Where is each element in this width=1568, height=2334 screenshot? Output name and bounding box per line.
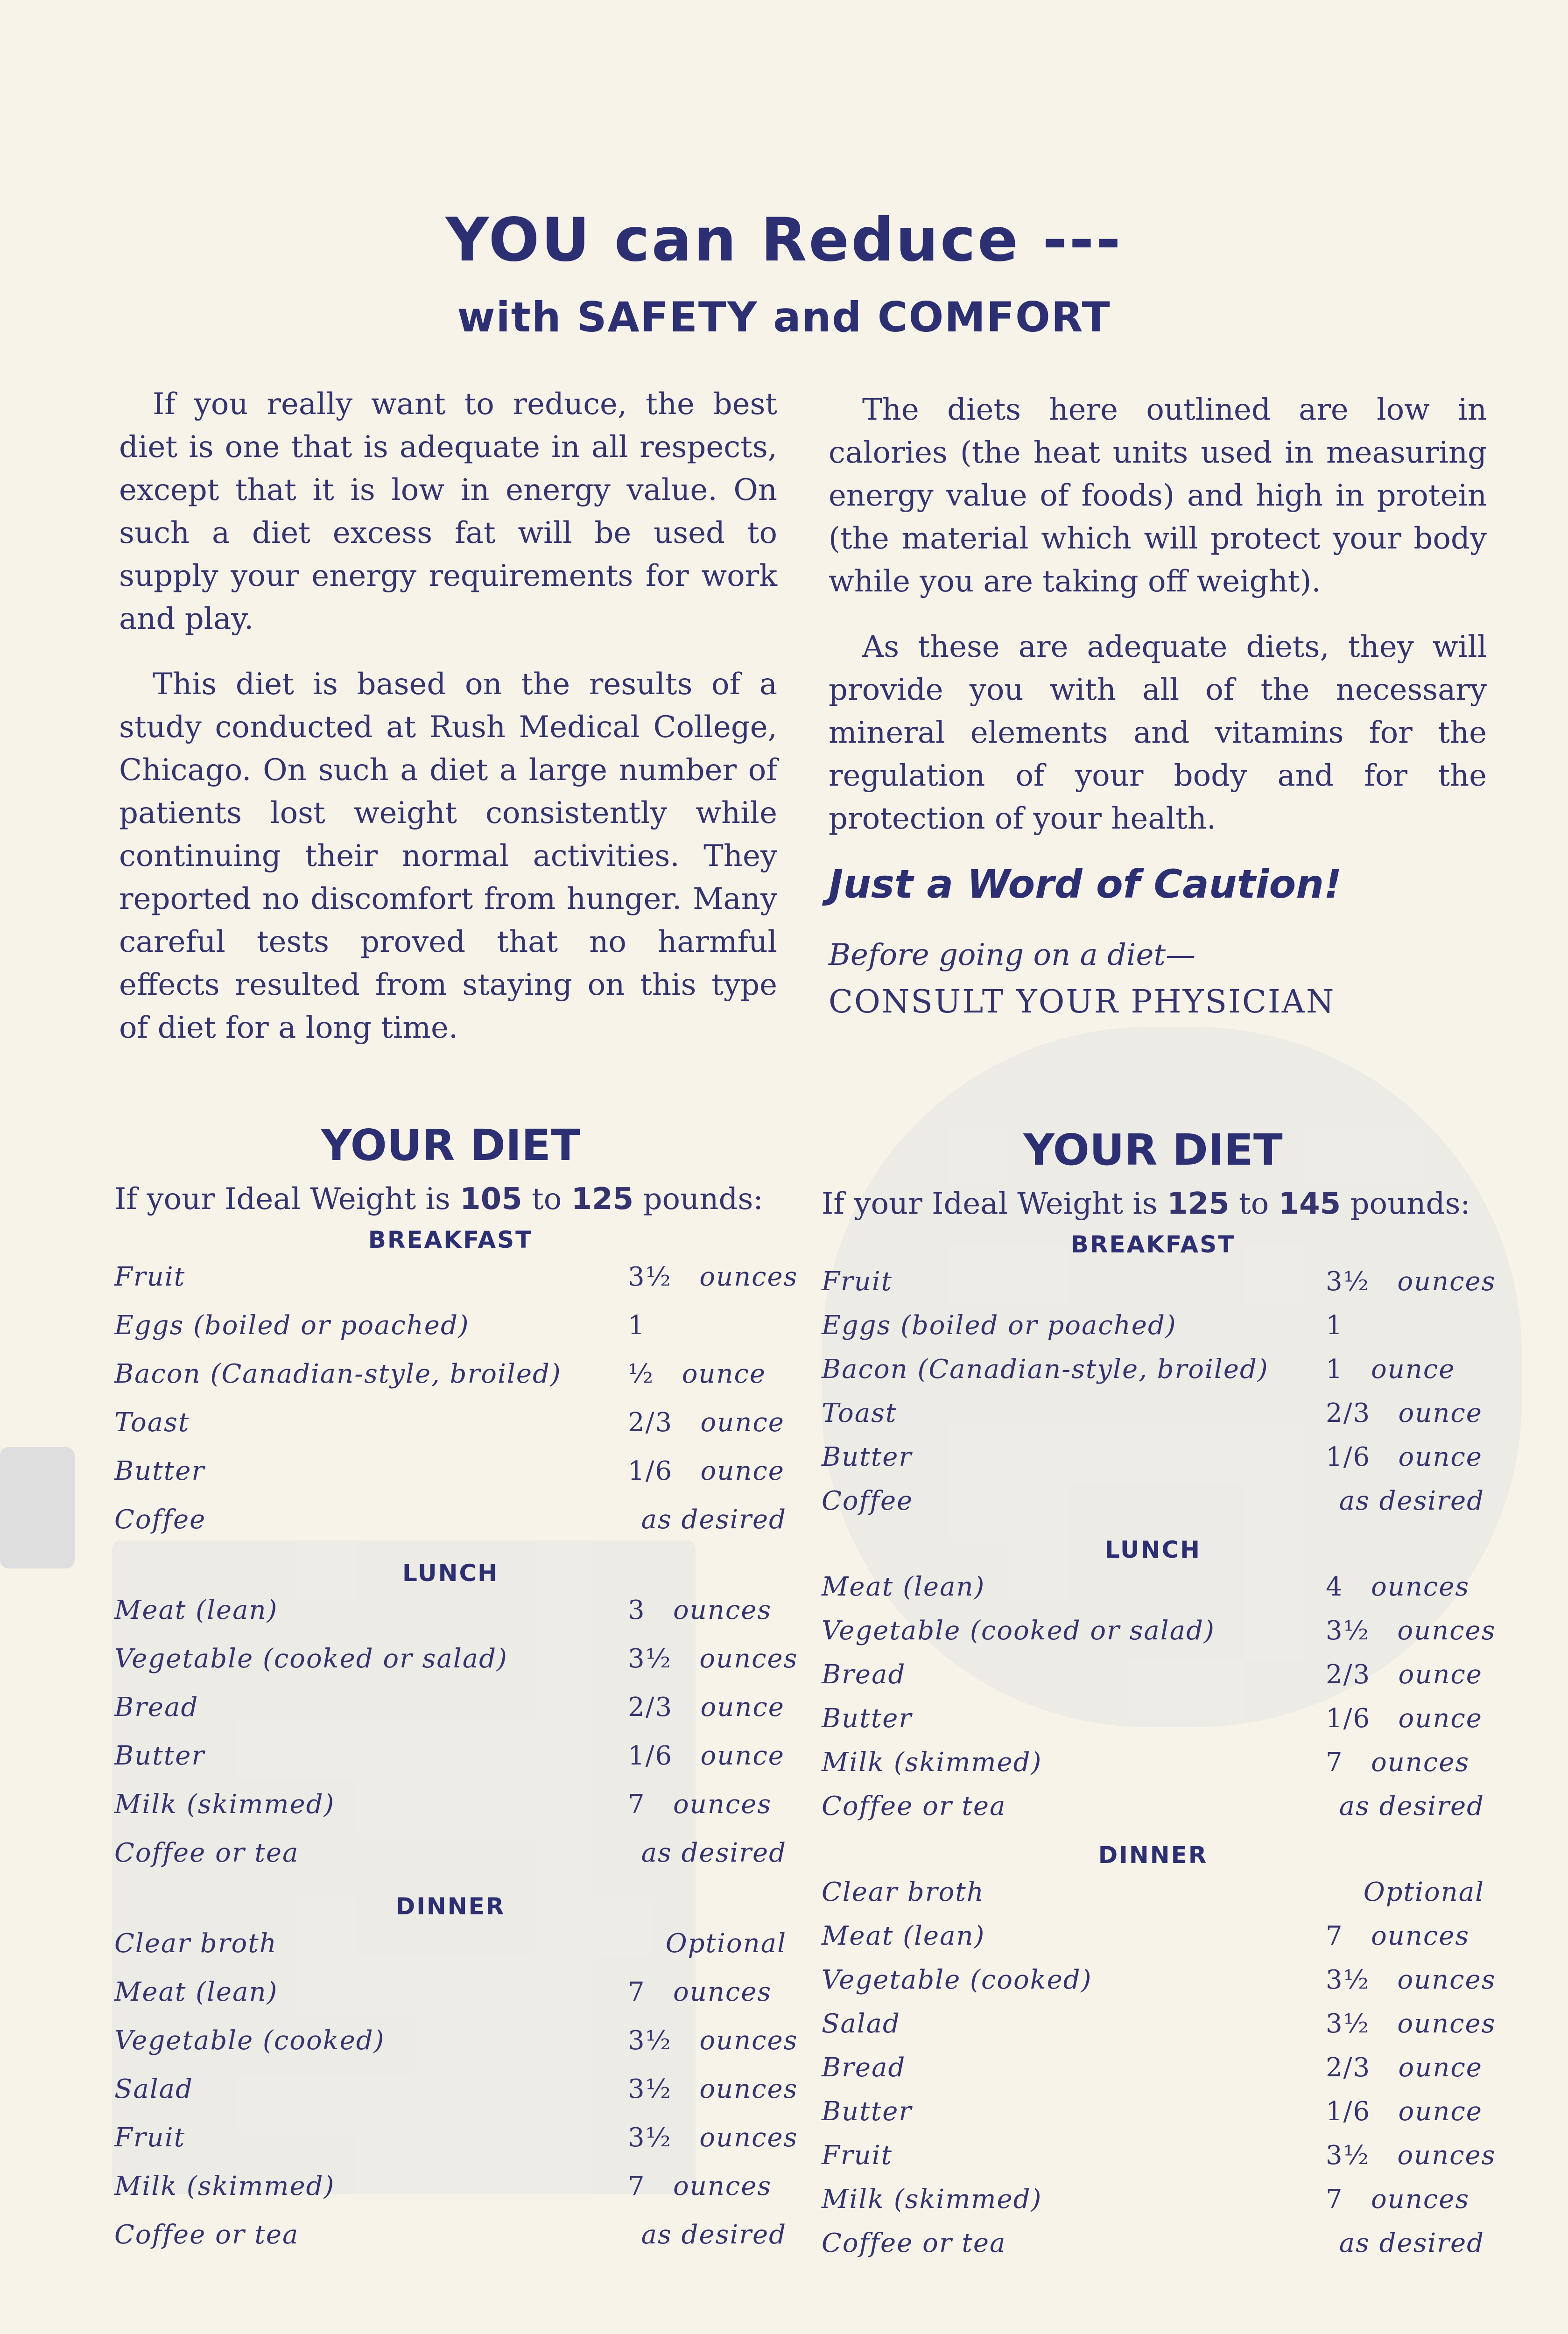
food-amount xyxy=(628,2123,798,2153)
food-amount xyxy=(1326,1354,1484,1385)
food-amount xyxy=(1326,1703,1484,1734)
weight-to: 145 xyxy=(1278,1187,1341,1221)
meal-heading-lunch: LUNCH xyxy=(402,1560,499,1587)
amount-unit: ounce xyxy=(1398,1398,1483,1428)
diet-heading: YOUR DIET xyxy=(1023,1125,1283,1175)
food-name: Meat (lean) xyxy=(114,1595,278,1625)
caution-before: Before going on a diet— xyxy=(829,938,1196,972)
amount-unit: Optional xyxy=(665,1928,787,1959)
food-name: Meat (lean) xyxy=(114,1977,278,2007)
food-name: Eggs (boiled or poached) xyxy=(822,1310,1177,1341)
amount-qty: 7 xyxy=(1326,1747,1343,1778)
meal-heading-lunch: LUNCH xyxy=(1104,1536,1202,1563)
amount-qty: 2/3 xyxy=(1326,1659,1371,1690)
amount-qty: 7 xyxy=(628,1977,646,2007)
food-name: Eggs (boiled or poached) xyxy=(114,1310,470,1341)
amount-unit: as desired xyxy=(641,1504,787,1535)
amount-unit: ounces xyxy=(1371,1921,1470,1951)
food-name: Coffee or tea xyxy=(822,2228,1006,2258)
food-name: Butter xyxy=(822,1442,913,1472)
diet-row xyxy=(822,1354,1484,1398)
amount-unit: ounces xyxy=(699,1644,798,1674)
diet-row xyxy=(114,1595,787,1644)
food-name: Milk (skimmed) xyxy=(114,2171,335,2201)
diet-row xyxy=(114,1262,798,1310)
food-amount xyxy=(628,2074,798,2104)
amount-qty: 1 xyxy=(628,1310,646,1341)
diet-row xyxy=(822,1572,1484,1616)
food-amount xyxy=(1326,1572,1484,1602)
intro-paragraph: This diet is based on the results of a study conducted at Rush Medical College, Chicago. On such a diet a large number of patients lost weight consistently while continuing their normal activities. They reported no discomfort from hunger. Many careful tests proved that no harmful effects resulted from staying on this type of diet for a long time. xyxy=(119,667,777,1045)
food-name: Butter xyxy=(114,1456,205,1486)
weight-to-word: to xyxy=(1239,1187,1269,1221)
food-name: Vegetable (cooked) xyxy=(822,1965,1092,1995)
food-amount xyxy=(1326,1659,1484,1690)
weight-prefix: If your Ideal Weight is xyxy=(822,1187,1158,1221)
food-name: Fruit xyxy=(114,2123,186,2153)
food-name: Salad xyxy=(114,2074,193,2104)
food-amount xyxy=(1326,1791,1484,1821)
food-amount xyxy=(628,1595,787,1625)
food-name: Milk (skimmed) xyxy=(822,2184,1042,2214)
food-name: Butter xyxy=(114,1741,205,1771)
show-through-block xyxy=(0,1447,75,1568)
amount-qty: 3½ xyxy=(1326,2140,1370,2171)
amount-unit: ounces xyxy=(699,2123,798,2153)
amount-unit: ounce xyxy=(682,1359,766,1389)
amount-qty: 3½ xyxy=(628,1644,672,1674)
food-name: Fruit xyxy=(822,1266,893,1297)
diet-row xyxy=(822,2009,1496,2053)
food-name: Coffee or tea xyxy=(114,1838,299,1868)
diet-row xyxy=(114,1310,787,1359)
amount-unit: ounce xyxy=(700,1407,785,1438)
amount-unit: ounces xyxy=(1397,2009,1496,2039)
diet-row xyxy=(114,1692,787,1741)
food-name: Milk (skimmed) xyxy=(114,1789,335,1820)
amount-qty: 1/6 xyxy=(1326,2096,1371,2127)
diet-row xyxy=(822,2053,1484,2096)
food-name: Coffee xyxy=(822,1486,914,1516)
diet-row xyxy=(822,1486,1484,1530)
amount-unit: ounce xyxy=(1398,1659,1483,1690)
diet-row xyxy=(114,2220,787,2268)
diet-row xyxy=(822,1877,1484,1921)
amount-qty: 3½ xyxy=(1326,2009,1370,2039)
food-amount xyxy=(1326,1616,1496,1646)
intro-right-column xyxy=(829,388,1487,1028)
amount-unit: ounces xyxy=(673,1977,772,2007)
food-name: Coffee or tea xyxy=(114,2220,299,2250)
amount-qty: 1/6 xyxy=(1326,1703,1371,1734)
diet-row xyxy=(822,2140,1496,2184)
diet-row xyxy=(822,2228,1484,2272)
intro-paragraph: If you really want to reduce, the best diet is one that is adequate in all respects, except that it is low in energy value. On such a diet excess fat will be used to supply your energy requirements for work and play. xyxy=(119,387,777,636)
food-name: Bread xyxy=(114,1692,199,1722)
amount-unit: ounce xyxy=(700,1456,785,1486)
food-name: Fruit xyxy=(822,2140,893,2171)
diet-row xyxy=(822,1442,1484,1486)
food-name: Meat (lean) xyxy=(822,1572,985,1602)
diet-row xyxy=(114,1977,787,2025)
dinner-list xyxy=(822,1877,1496,2272)
amount-qty: 2/3 xyxy=(628,1692,673,1722)
amount-unit: ounces xyxy=(1371,1572,1470,1602)
weight-to: 125 xyxy=(571,1182,634,1216)
amount-unit: ounces xyxy=(1371,2184,1470,2214)
food-amount xyxy=(1326,1442,1484,1472)
amount-unit: as desired xyxy=(1339,1486,1484,1516)
amount-unit: ounces xyxy=(673,2171,772,2201)
food-amount xyxy=(628,1407,787,1438)
weight-prefix: If your Ideal Weight is xyxy=(114,1182,450,1216)
amount-qty: 1/6 xyxy=(628,1456,673,1486)
food-amount xyxy=(1326,2184,1484,2214)
amount-unit: ounces xyxy=(1397,1266,1496,1297)
amount-qty: 3½ xyxy=(1326,1965,1370,1995)
food-name: Toast xyxy=(114,1407,190,1438)
food-name: Salad xyxy=(822,2009,900,2039)
amount-qty: ½ xyxy=(628,1359,654,1389)
food-amount xyxy=(1326,1747,1484,1778)
diet-row xyxy=(822,1398,1484,1442)
diet-row xyxy=(822,1791,1484,1835)
amount-qty: 3½ xyxy=(628,2123,672,2153)
food-name: Vegetable (cooked) xyxy=(114,2025,385,2056)
food-amount xyxy=(628,1741,787,1771)
weight-to-word: to xyxy=(532,1182,562,1216)
food-amount xyxy=(628,2025,798,2056)
diet-row xyxy=(822,1703,1484,1747)
food-amount xyxy=(628,1262,798,1292)
food-amount xyxy=(1326,2096,1484,2127)
food-name: Clear broth xyxy=(822,1877,984,1907)
diet-row xyxy=(822,1616,1496,1659)
food-amount xyxy=(628,2171,787,2201)
amount-unit: ounce xyxy=(700,1692,785,1722)
caution-consult: CONSULT YOUR PHYSICIAN xyxy=(829,984,1336,1020)
diet-row xyxy=(114,1456,787,1504)
diet-row xyxy=(114,1359,787,1407)
intro-left-column xyxy=(119,383,777,1072)
diet-weight-range xyxy=(114,1179,787,1220)
food-amount xyxy=(1326,1310,1484,1341)
amount-qty: 2/3 xyxy=(1326,1398,1371,1428)
amount-unit: ounces xyxy=(673,1595,772,1625)
amount-qty: 3½ xyxy=(1326,1266,1370,1297)
food-name: Bacon (Canadian-style, broiled) xyxy=(114,1359,562,1389)
food-name: Bread xyxy=(822,1659,906,1690)
diet-row xyxy=(822,2184,1484,2228)
amount-unit: ounce xyxy=(700,1741,785,1771)
diet-row xyxy=(114,1741,787,1789)
weight-from: 105 xyxy=(460,1182,522,1216)
food-amount xyxy=(628,1310,787,1341)
diet-row xyxy=(114,1504,787,1553)
food-name: Coffee or tea xyxy=(822,1791,1006,1821)
food-amount xyxy=(628,1838,787,1868)
food-name: Butter xyxy=(822,1703,913,1734)
food-name: Milk (skimmed) xyxy=(822,1747,1042,1778)
meal-heading-dinner: DINNER xyxy=(1098,1842,1208,1869)
food-name: Vegetable (cooked or salad) xyxy=(114,1644,508,1674)
amount-qty: 2/3 xyxy=(628,1407,673,1438)
food-amount xyxy=(628,1359,787,1389)
amount-unit: Optional xyxy=(1363,1877,1484,1907)
amount-unit: ounce xyxy=(1371,1354,1455,1385)
page-title: YOU can Reduce --- xyxy=(445,205,1123,275)
diet-row xyxy=(114,1644,798,1692)
food-amount xyxy=(1326,1266,1496,1297)
amount-qty: 1/6 xyxy=(628,1741,673,1771)
weight-from: 125 xyxy=(1167,1187,1230,1221)
meal-heading-breakfast: BREAKFAST xyxy=(1070,1231,1236,1258)
food-amount xyxy=(1326,1965,1496,1995)
food-amount xyxy=(1326,1921,1484,1951)
weight-suffix: pounds: xyxy=(643,1182,763,1216)
diet-row xyxy=(822,1921,1484,1965)
amount-qty: 7 xyxy=(1326,2184,1343,2214)
lunch-list xyxy=(114,1595,798,1886)
diet-row xyxy=(822,1310,1484,1354)
amount-unit: ounce xyxy=(1398,1442,1483,1472)
amount-unit: ounces xyxy=(1371,1747,1470,1778)
diet-row xyxy=(822,1659,1484,1703)
amount-unit: as desired xyxy=(1339,1791,1484,1821)
amount-unit: ounces xyxy=(1397,1616,1496,1646)
food-amount xyxy=(628,1789,787,1820)
amount-unit: ounces xyxy=(699,2025,798,2056)
diet-row xyxy=(822,1266,1496,1310)
amount-qty: 3½ xyxy=(1326,1616,1370,1646)
lunch-list xyxy=(822,1572,1496,1835)
amount-qty: 1/6 xyxy=(1326,1442,1371,1472)
amount-unit: ounce xyxy=(1398,2053,1483,2083)
amount-unit: ounces xyxy=(1397,1965,1496,1995)
weight-suffix: pounds: xyxy=(1350,1187,1470,1221)
food-amount xyxy=(1326,2009,1496,2039)
diet-row xyxy=(114,2123,798,2171)
amount-qty: 2/3 xyxy=(1326,2053,1371,2083)
breakfast-list xyxy=(114,1262,798,1553)
amount-qty: 7 xyxy=(628,2171,646,2201)
food-amount xyxy=(1326,2140,1496,2171)
food-name: Bacon (Canadian-style, broiled) xyxy=(822,1354,1269,1385)
food-name: Bread xyxy=(822,2053,906,2083)
dinner-list xyxy=(114,1928,798,2268)
diet-row xyxy=(114,1838,787,1886)
food-amount xyxy=(628,2220,787,2250)
amount-unit: ounces xyxy=(673,1789,772,1820)
amount-qty: 4 xyxy=(1326,1572,1343,1602)
amount-qty: 7 xyxy=(628,1789,646,1820)
intro-paragraph: The diets here outlined are low in calories (the heat units used in measuring energy value of foods) and high in protein (the material which will protect your body while you are taking off weight). xyxy=(829,393,1487,599)
diet-row xyxy=(114,2025,798,2074)
amount-unit: as desired xyxy=(641,1838,787,1868)
amount-qty: 3 xyxy=(628,1595,646,1625)
page-subtitle: with SAFETY and COMFORT xyxy=(457,293,1111,341)
food-name: Clear broth xyxy=(114,1928,277,1959)
diet-weight-range xyxy=(822,1183,1484,1224)
diet-right xyxy=(822,1125,1496,2272)
amount-qty: 3½ xyxy=(628,1262,672,1292)
amount-qty: 1 xyxy=(1326,1310,1343,1341)
amount-unit: ounce xyxy=(1398,1703,1483,1734)
amount-unit: ounces xyxy=(699,2074,798,2104)
breakfast-list xyxy=(822,1266,1496,1530)
amount-unit: ounces xyxy=(1397,2140,1496,2171)
diet-row xyxy=(822,1965,1496,2009)
food-name: Vegetable (cooked or salad) xyxy=(822,1616,1215,1646)
diet-heading: YOUR DIET xyxy=(321,1120,580,1170)
diet-row xyxy=(114,2171,787,2220)
food-amount xyxy=(628,1504,787,1535)
intro-paragraph: As these are adequate diets, they will provide you with all of the necessary mineral elements and vitamins for the regulation of your body and for the protection of your health. xyxy=(829,630,1487,836)
diet-row xyxy=(114,1407,787,1456)
amount-qty: 3½ xyxy=(628,2074,672,2104)
diet-row xyxy=(822,1747,1484,1791)
amount-qty: 3½ xyxy=(628,2025,672,2056)
amount-qty: 7 xyxy=(1326,1921,1343,1951)
amount-unit: as desired xyxy=(1339,2228,1484,2258)
food-amount xyxy=(1326,1877,1484,1907)
diet-left xyxy=(114,1120,798,2268)
diet-row xyxy=(822,2096,1484,2140)
amount-unit: ounce xyxy=(1398,2096,1483,2127)
food-amount xyxy=(1326,2053,1484,2083)
food-name: Meat (lean) xyxy=(822,1921,985,1951)
amount-unit: as desired xyxy=(641,2220,787,2250)
food-amount xyxy=(1326,2228,1484,2258)
food-amount xyxy=(1326,1398,1484,1428)
amount-unit: ounces xyxy=(699,1262,798,1292)
food-amount xyxy=(628,1456,787,1486)
meal-heading-breakfast: BREAKFAST xyxy=(368,1226,533,1253)
food-amount xyxy=(628,1692,787,1722)
food-name: Toast xyxy=(822,1398,897,1428)
diet-row xyxy=(114,1789,787,1838)
caution-heading: Just a Word of Caution! xyxy=(829,861,1342,907)
food-name: Butter xyxy=(822,2096,913,2127)
food-amount xyxy=(628,1977,787,2007)
diet-row xyxy=(114,1928,787,1977)
diet-row xyxy=(114,2074,798,2123)
meal-heading-dinner: DINNER xyxy=(395,1893,506,1920)
food-name: Coffee xyxy=(114,1504,206,1535)
food-amount xyxy=(1326,1486,1484,1516)
food-name: Fruit xyxy=(114,1262,186,1292)
food-amount xyxy=(628,1928,787,1959)
amount-qty: 1 xyxy=(1326,1354,1343,1385)
food-amount xyxy=(628,1644,798,1674)
